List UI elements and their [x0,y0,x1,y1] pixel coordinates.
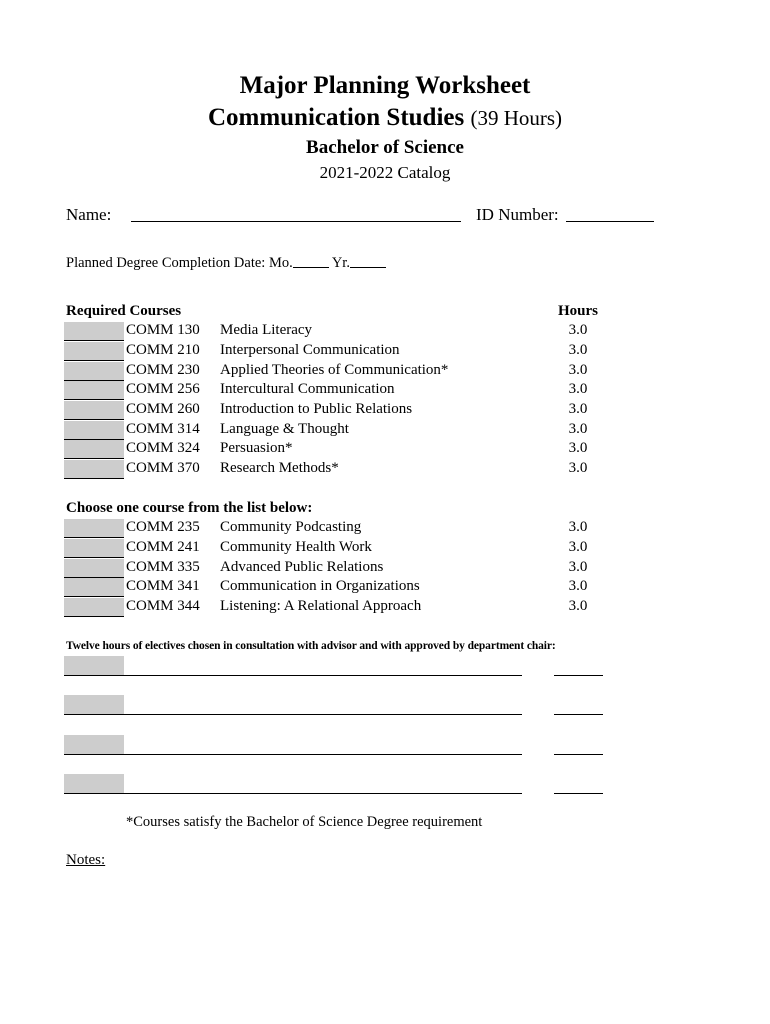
course-row [0,519,770,539]
hours-heading: Hours [557,303,598,319]
elective-row [0,774,770,798]
course-code: COMM 324 [126,440,200,456]
course-code: COMM 341 [126,578,200,594]
completion-box[interactable] [64,421,124,440]
elective-course-field[interactable] [64,754,522,755]
course-code: COMM 370 [126,460,200,476]
course-row [0,342,770,362]
elective-row [0,656,770,680]
course-hours: 3.0 [568,559,588,575]
elective-completion-box[interactable] [64,735,124,754]
name-field[interactable] [131,202,461,222]
course-title: Community Health Work [220,539,372,555]
course-row [0,322,770,342]
completion-box[interactable] [64,322,124,341]
completion-month-label: Planned Degree Completion Date: Mo. [66,255,293,271]
completion-year-field[interactable] [350,253,386,268]
elective-completion-box[interactable] [64,695,124,714]
course-title: Persuasion* [220,440,293,456]
notes-label: Notes: [66,852,106,868]
course-hours: 3.0 [568,362,588,378]
course-hours: 3.0 [568,342,588,358]
course-code: COMM 335 [126,559,200,575]
completion-box[interactable] [64,381,124,400]
footnote: *Courses satisfy the Bachelor of Science Degree requirement [126,814,483,830]
completion-box[interactable] [64,559,124,578]
course-hours: 3.0 [568,322,588,338]
completion-box[interactable] [64,342,124,361]
course-hours: 3.0 [568,598,588,614]
course-title: Intercultural Communication [220,381,395,397]
elective-hours-field[interactable] [554,754,603,755]
degree-title: Bachelor of Science [306,137,464,158]
elective-completion-box[interactable] [64,774,124,793]
course-title: Applied Theories of Communication* [220,362,449,378]
completion-box[interactable] [64,598,124,617]
completion-box[interactable] [64,539,124,558]
id-number-label: ID Number: [476,205,559,224]
course-code: COMM 230 [126,362,200,378]
choose-one-heading: Choose one course from the list below: [66,500,313,516]
course-title: Language & Thought [220,421,349,437]
completion-year-label: Yr. [331,255,350,271]
course-row [0,578,770,598]
completion-box[interactable] [64,401,124,420]
program-hours: (39 Hours) [470,106,563,130]
completion-date-label [66,253,386,272]
course-row [0,440,770,460]
course-hours: 3.0 [568,539,588,555]
program-title [0,104,770,132]
course-code: COMM 344 [126,598,200,614]
completion-box[interactable] [64,460,124,479]
worksheet-title: Major Planning Worksheet [239,72,531,99]
course-row [0,460,770,480]
course-code: COMM 260 [126,401,200,417]
catalog-year: 2021-2022 Catalog [319,163,451,182]
electives-heading: Twelve hours of electives chosen in consultation with advisor and with approved by department chair: [66,640,556,652]
completion-box[interactable] [64,362,124,381]
course-row [0,559,770,579]
course-row [0,539,770,559]
elective-course-field[interactable] [64,675,522,676]
course-title: Listening: A Relational Approach [220,598,422,614]
elective-hours-field[interactable] [554,793,603,794]
id-number-field[interactable] [566,202,654,222]
course-row [0,362,770,382]
elective-hours-field[interactable] [554,714,603,715]
course-hours: 3.0 [568,578,588,594]
course-hours: 3.0 [568,401,588,417]
course-row [0,421,770,441]
course-hours: 3.0 [568,519,588,535]
elective-course-field[interactable] [64,714,522,715]
course-title: Interpersonal Communication [220,342,400,358]
course-code: COMM 210 [126,342,200,358]
course-row [0,598,770,618]
course-title: Media Literacy [220,322,313,338]
course-title: Community Podcasting [220,519,362,535]
elective-row [0,695,770,719]
course-hours: 3.0 [568,381,588,397]
course-code: COMM 256 [126,381,200,397]
course-code: COMM 314 [126,421,200,437]
course-code: COMM 235 [126,519,200,535]
completion-box[interactable] [64,440,124,459]
required-courses-heading: Required Courses [66,303,182,319]
course-hours: 3.0 [568,440,588,456]
program-name: Communication Studies [207,104,465,131]
course-title: Research Methods* [220,460,339,476]
completion-box[interactable] [64,578,124,597]
elective-row [0,735,770,759]
course-hours: 3.0 [568,460,588,476]
completion-box[interactable] [64,519,124,538]
course-row [0,381,770,401]
course-title: Communication in Organizations [220,578,420,594]
course-hours: 3.0 [568,421,588,437]
elective-course-field[interactable] [64,793,522,794]
completion-month-field[interactable] [293,253,329,268]
elective-hours-field[interactable] [554,675,603,676]
elective-completion-box[interactable] [64,656,124,675]
course-code: COMM 130 [126,322,200,338]
course-title: Advanced Public Relations [220,559,384,575]
course-row [0,401,770,421]
course-title: Introduction to Public Relations [220,401,413,417]
course-code: COMM 241 [126,539,200,555]
name-label: Name: [66,205,112,224]
